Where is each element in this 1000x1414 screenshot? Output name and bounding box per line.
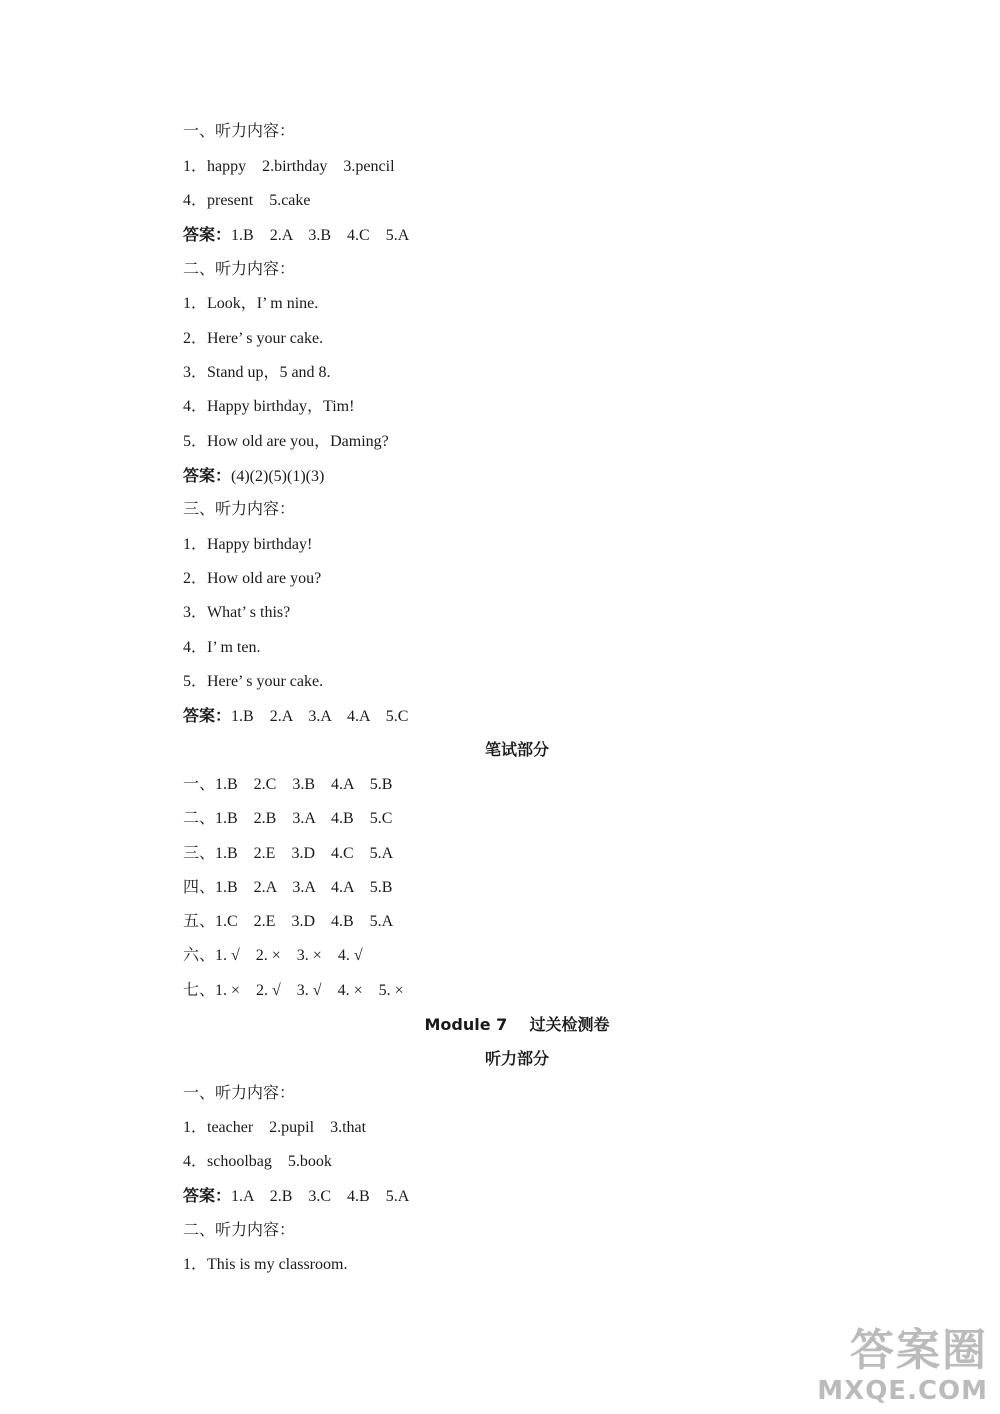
module7-title: Module 7 过关检测卷	[424, 1015, 610, 1034]
module7-section2-header: 二、听力内容：	[183, 1222, 296, 1239]
module7-section1-line1: 1．teacher 2.pupil 3.that	[183, 1119, 367, 1136]
written-row-6: 六、1. √ 2. × 3. × 4. √	[183, 947, 363, 964]
watermark-logo	[810, 1314, 988, 1406]
section2-item-3: 3．Stand up，5 and 8.	[183, 364, 331, 381]
answer-text: 1.A 2.B 3.C 4.B 5.A	[231, 1188, 410, 1205]
written-row-5: 五、1.C 2.E 3.D 4.B 5.A	[183, 913, 394, 930]
section3-header: 三、听力内容：	[183, 501, 296, 518]
written-row-7: 七、1. × 2. √ 3. √ 4. × 5. ×	[183, 982, 404, 999]
section2-header: 二、听力内容：	[183, 261, 296, 278]
answer-text: (4)(2)(5)(1)(3)	[231, 468, 325, 485]
watermark-bottom-text: MXQE.COM	[817, 1376, 988, 1406]
section2-item-5: 5．How old are you，Daming?	[183, 433, 389, 450]
section2-item-4: 4．Happy birthday，Tim!	[183, 398, 355, 415]
module7-section1-header: 一、听力内容：	[183, 1085, 296, 1102]
answer-label: 答案：	[183, 466, 232, 485]
section3-item-3: 3．What’ s this?	[183, 604, 291, 621]
section3-item-1: 1．Happy birthday!	[183, 536, 313, 553]
answer-text: 1.B 2.A 3.A 4.A 5.C	[231, 708, 409, 725]
module7-section2-line1: 1．This is my classroom.	[183, 1256, 348, 1273]
answer-label: 答案：	[183, 706, 232, 725]
answer-label: 答案：	[183, 1186, 232, 1205]
written-row-3: 三、1.B 2.E 3.D 4.C 5.A	[183, 845, 394, 862]
section3-item-2: 2．How old are you?	[183, 570, 322, 587]
answer-text: 1.B 2.A 3.B 4.C 5.A	[231, 227, 410, 244]
written-row-1: 一、1.B 2.C 3.B 4.A 5.B	[183, 776, 393, 793]
module7-section1-answer	[183, 1186, 409, 1207]
section1-answer	[183, 225, 409, 246]
module7-section1-line2: 4．schoolbag 5.book	[183, 1153, 332, 1170]
section3-item-5: 5．Here’ s your cake.	[183, 673, 324, 690]
section1-line2: 4．present 5.cake	[183, 192, 311, 209]
section1-line1: 1．happy 2.birthday 3.pencil	[183, 158, 395, 175]
written-row-2: 二、1.B 2.B 3.A 4.B 5.C	[183, 810, 393, 827]
written-row-4: 四、1.B 2.A 3.A 4.A 5.B	[183, 879, 393, 896]
section3-answer	[183, 706, 408, 727]
section2-item-1: 1．Look，I’ m nine.	[183, 295, 319, 312]
answer-label: 答案：	[183, 225, 232, 244]
section2-item-2: 2．Here’ s your cake.	[183, 330, 324, 347]
module7-subtitle: 听力部分	[484, 1049, 549, 1068]
section2-answer	[183, 466, 324, 487]
section3-item-4: 4．I’ m ten.	[183, 639, 261, 656]
written-section-title: 笔试部分	[484, 740, 549, 759]
section1-header: 一、听力内容：	[183, 123, 296, 140]
watermark-top-text: 答案圈	[850, 1325, 988, 1376]
